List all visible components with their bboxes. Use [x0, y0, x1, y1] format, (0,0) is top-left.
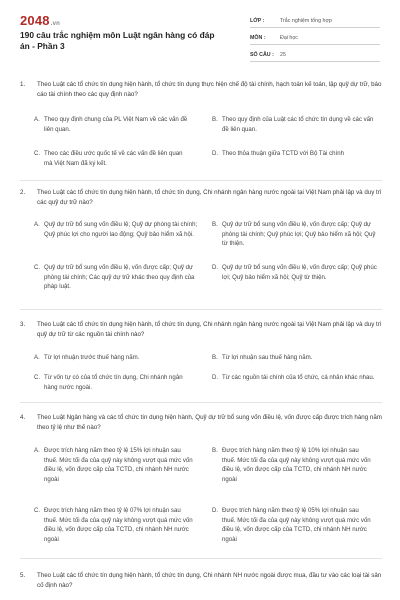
option-d[interactable]: [212, 373, 377, 383]
question-stem: [20, 571, 382, 591]
question-stem: [20, 188, 382, 208]
option-text: Quỹ dự trữ bổ sung vốn điều lệ, vốn được cấp; Quỹ dự phòng tài chính; Các quỹ dự trữ khác theo quy định của pháp luật.: [44, 264, 195, 291]
question-number: 4.: [20, 414, 26, 421]
option-b[interactable]: [212, 115, 374, 134]
question-text: Theo Luật các tổ chức tín dụng hiện hành, tổ chức tín dụng, Chi nhánh NH nước ngoài được mua, đầu tư vào các loại tài sản cố định nào?: [37, 572, 382, 589]
site-logo[interactable]: [20, 13, 60, 28]
option-text: Theo các điều ước quốc tế về các vấn đề liên quan mà Việt Nam đã ký kết.: [44, 150, 183, 167]
meta-value: Trắc nghiệm tổng hợp: [280, 18, 332, 24]
option-text: Theo quy định chung của PL Việt Nam về các vấn đề liên quan.: [44, 116, 188, 133]
option-text: Quỹ dự trữ bổ sung vốn điều lệ, vốn được cấp; Quỹ dự phòng tài chính; Quỹ phúc lợi; Quỹ bảo hiểm xã hội; Quỹ từ thiện.: [222, 221, 376, 248]
option-text: Quỹ dự trữ bổ sung vốn điều lệ; Quỹ dự phòng tài chính; Quỹ phúc lợi cho người lao động; Quỹ bảo hiểm xã hội.: [44, 221, 198, 238]
logo-text: 2048: [20, 13, 50, 28]
question-text: Theo Luật Ngân hàng và các tổ chức tín dụng hiện hành, Quỹ dự trữ bổ sung vốn điều lệ, vốn được cấp được trích hàng năm theo tỷ lệ như thế nào?: [37, 414, 382, 431]
meta-row-count: [250, 46, 380, 62]
question-divider: [20, 402, 382, 403]
question-number: 2.: [20, 189, 26, 196]
meta-row-subject: [250, 29, 380, 45]
question-number: 1.: [20, 81, 26, 88]
option-letter: C.: [34, 150, 41, 157]
option-text: Theo thỏa thuận giữa TCTD với Bộ Tài chính: [222, 150, 345, 157]
option-c[interactable]: [34, 149, 189, 168]
option-letter: A.: [34, 116, 40, 123]
option-letter: A.: [34, 354, 40, 361]
option-letter: B.: [212, 116, 218, 123]
option-text: Từ các nguồn tài chính của tổ chức, cá nhân khác nhau.: [222, 374, 375, 381]
question-divider: [20, 309, 382, 310]
option-a[interactable]: [34, 220, 204, 239]
meta-panel: [250, 12, 380, 63]
option-text: Được trích hàng năm theo tỷ lệ 07% lợi nhuận sau thuế. Mức tối đa của quỹ này không vượt quá mức vốn điều lệ, vốn được cấp của TCTD, chi nhánh NH nước ngoài: [44, 507, 193, 543]
document-title: 190 câu trắc nghiệm môn Luật ngân hàng có đáp án - Phần 3: [20, 30, 215, 51]
question-text: Theo Luật các tổ chức tín dụng hiện hành, tổ chức tín dụng, Chi nhánh ngân hàng nước ngoài tại Việt Nam phải lập và duy trì các quỹ dự trữ nào?: [37, 189, 382, 206]
option-letter: D.: [212, 150, 219, 157]
option-a[interactable]: [34, 353, 204, 363]
option-letter: D.: [212, 507, 219, 514]
option-a[interactable]: [34, 446, 194, 484]
option-c[interactable]: [34, 506, 194, 544]
option-d[interactable]: [212, 149, 374, 159]
question-text: Theo Luật các tổ chức tín dụng hiện hành, tổ chức tín dụng, Chi nhánh ngân hàng nước ngoài tại Việt Nam phải lập và duy trì quỹ dự trữ từ các nguồn tài chính nào?: [37, 321, 382, 338]
meta-label: SỐ CÂU :: [250, 52, 274, 58]
question-5: [20, 571, 382, 591]
option-a[interactable]: [34, 115, 189, 134]
option-text: Được trích hàng năm theo tỷ lệ 05% lợi nhuận sau thuế. Mức tối đa của quỹ này không vượt quá mức vốn điều lệ, vốn được cấp của TCTD, chi nhánh NH nước ngoài: [222, 507, 371, 543]
question-2: [20, 188, 382, 291]
option-c[interactable]: [34, 373, 194, 392]
question-text: Theo Luật các tổ chức tín dụng hiện hành, tổ chức tín dụng thực hiện chế độ tài chính, hạch toán kế toán, lập quỹ dự trữ, báo cáo tài chính theo các quy định nào?: [37, 81, 382, 98]
question-divider: [20, 558, 382, 559]
question-1: [20, 80, 382, 167]
option-letter: D.: [212, 264, 219, 271]
question-4: [20, 413, 382, 543]
option-text: Từ vốn tự có của tổ chức tín dụng, Chi nhánh ngân hàng nước ngoài.: [44, 374, 183, 391]
option-b[interactable]: [212, 220, 377, 249]
option-text: Theo quy định của Luật các tổ chức tín dụng về các vấn đề liên quan.: [222, 116, 374, 133]
option-text: Được trích hàng năm theo tỷ lệ 10% lợi nhuận sau thuế. Mức tối đa của quỹ này không vượt quá mức vốn điều lệ, vốn được cấp của TCTD, chi nhánh NH nước ngoài: [222, 447, 371, 483]
question-stem: [20, 413, 382, 433]
option-letter: B.: [212, 221, 218, 228]
option-text: Từ lợi nhuận trước thuế hàng năm.: [44, 354, 140, 361]
option-d[interactable]: [212, 506, 372, 544]
option-letter: C.: [34, 374, 41, 381]
question-divider: [20, 180, 382, 181]
option-text: Quỹ dự trữ bổ sung vốn điều lệ, vốn được cấp; Quỹ phúc lợi; Quỹ bảo hiểm xã hội; Quỹ từ thiện.: [222, 264, 377, 281]
option-letter: C.: [34, 507, 41, 514]
meta-row-class: [250, 12, 380, 28]
option-letter: A.: [34, 447, 40, 454]
question-number: 3.: [20, 321, 26, 328]
question-3: [20, 320, 382, 391]
option-letter: C.: [34, 264, 41, 271]
option-c[interactable]: [34, 263, 204, 292]
option-b[interactable]: [212, 446, 372, 484]
question-stem: [20, 320, 382, 340]
option-letter: A.: [34, 221, 40, 228]
document-header: [0, 0, 400, 66]
question-stem: [20, 80, 382, 100]
meta-value: Đại học: [280, 35, 298, 41]
option-letter: B.: [212, 354, 218, 361]
meta-label: MÔN :: [250, 35, 266, 41]
option-letter: D.: [212, 374, 219, 381]
meta-value: 25: [280, 52, 286, 58]
meta-label: LỚP :: [250, 18, 265, 24]
option-text: Được trích hàng năm theo tỷ lệ 15% lợi nhuận sau thuế. Mức tối đa của quỹ này không vượt quá mức vốn điều lệ, vốn được cấp của TCTD, chi nhánh NH nước ngoài: [44, 447, 193, 483]
option-text: Từ lợi nhuận sau thuế hàng năm.: [222, 354, 313, 361]
question-number: 5.: [20, 572, 26, 579]
option-d[interactable]: [212, 263, 377, 282]
option-b[interactable]: [212, 353, 377, 363]
option-letter: B.: [212, 447, 218, 454]
logo-suffix: .vn: [50, 21, 61, 27]
